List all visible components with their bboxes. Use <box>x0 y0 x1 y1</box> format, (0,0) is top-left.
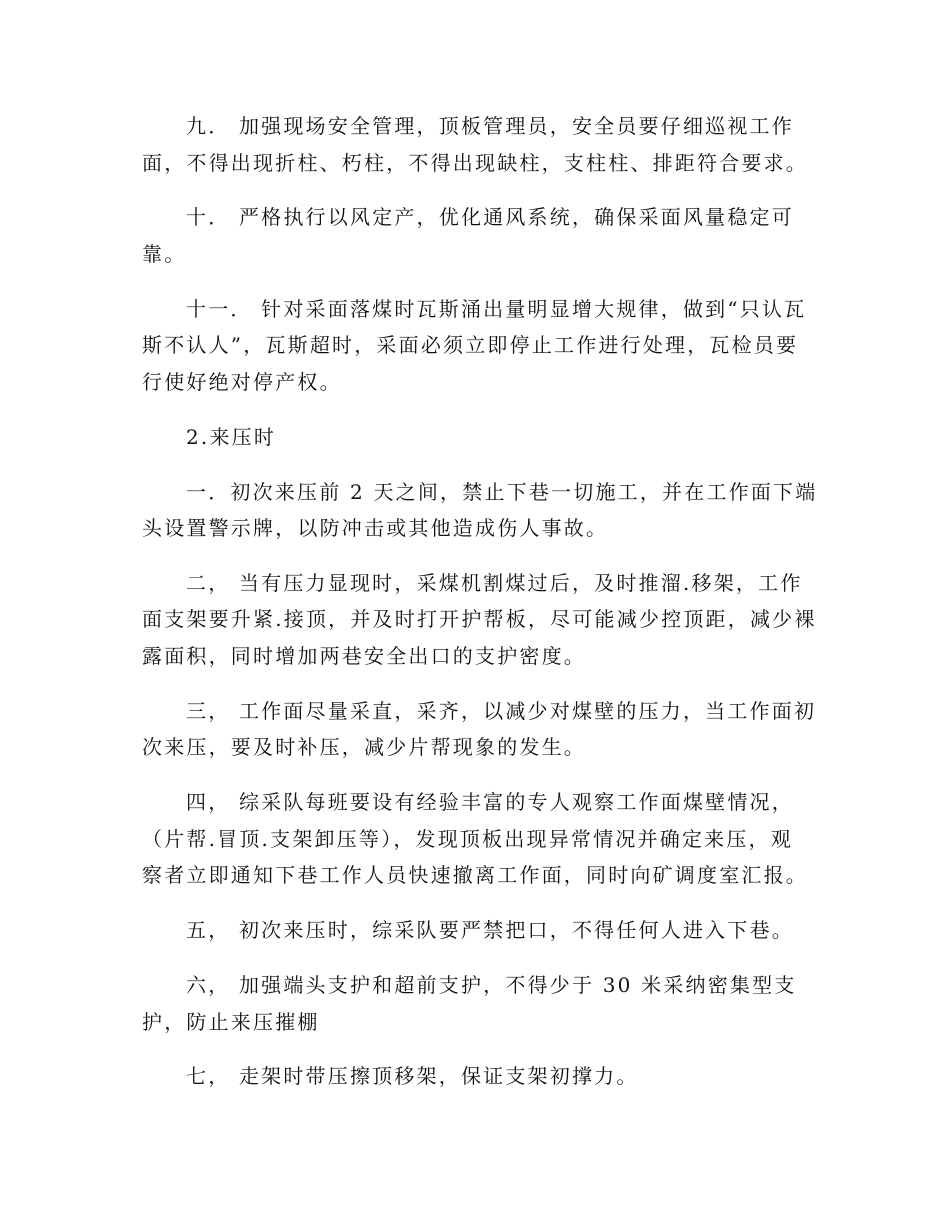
paragraph-line: 五， 初次来压时，综采队要严禁把口，不得任何人进入下巷。 <box>186 918 794 943</box>
paragraph-line: 次来压，要及时补压，减少片帮现象的发生。 <box>142 735 586 760</box>
paragraph-line: 三， 工作面尽量采直，采齐，以减少对煤壁的压力，当工作面初 <box>186 698 817 723</box>
paragraph-item-2 <box>142 565 817 675</box>
paragraph-line: 一．初次来压前 2 天之间，禁止下巷一切施工，并在工作面下端 <box>186 479 818 504</box>
paragraph-item-1 <box>142 474 818 547</box>
paragraph-line: 四， 综采队每班要设有经验丰富的专人观察工作面煤壁情况， <box>186 790 794 815</box>
paragraph-line: 护，防止来压摧棚 <box>142 1009 320 1034</box>
paragraph-line: 面，不得出现折柱、朽柱，不得出现缺柱，支柱柱、排距符合要求。 <box>142 150 808 175</box>
paragraph-line: 面支架要升紧.接顶，并及时打开护帮板，尽可能减少控顶距，减少裸 <box>142 607 817 632</box>
paragraph-line: 二， 当有压力显现时，采煤机割煤过后，及时推溜.移架，工作 <box>186 570 803 595</box>
section-heading <box>142 419 810 456</box>
paragraph-line: 行使好绝对停产权。 <box>142 369 342 394</box>
paragraph-item-7 <box>142 1058 810 1095</box>
paragraph-item-10 <box>142 199 810 272</box>
paragraph-line: 十． 严格执行以风定产，优化通风系统，确保采面风量稳定可 <box>186 205 794 230</box>
paragraph-item-3 <box>142 693 817 766</box>
paragraph-line: 七， 走架时带压擦顶移架，保证支架初撑力。 <box>186 1064 639 1089</box>
paragraph-line: 斯不认人”，瓦斯超时，采面必须立即停止工作进行处理，瓦检员要 <box>142 333 799 358</box>
document-body <box>142 108 818 1113</box>
paragraph-item-4 <box>142 784 810 894</box>
paragraph-line: 察者立即通知下巷工作人员快速撤离工作面，同时向矿调度室汇报。 <box>142 863 808 888</box>
paragraph-item-9 <box>142 108 810 181</box>
paragraph-line: 靠。 <box>142 241 187 266</box>
paragraph-line: 十一． 针对采面落煤时瓦斯涌出量明显增大规律，做到“只认瓦 <box>186 296 807 321</box>
paragraph-line: （片帮.冒顶.支架卸压等），发现顶板出现异常情况并确定来压，观 <box>142 826 793 851</box>
paragraph-item-5 <box>142 912 810 949</box>
paragraph-item-6 <box>142 967 810 1040</box>
paragraph-line: 露面积，同时增加两巷安全出口的支护密度。 <box>142 644 586 669</box>
paragraph-line: 九． 加强现场安全管理，顶板管理员，安全员要仔细巡视工作 <box>186 114 794 138</box>
paragraph-line: 六， 加强端头支护和超前支护，不得少于 30 米采纳密集型支 <box>186 972 797 997</box>
paragraph-line: 头设置警示牌，以防冲击或其他造成伤人事故。 <box>142 516 609 541</box>
paragraph-item-11 <box>142 291 810 401</box>
section-heading-text: 2.来压时 <box>186 424 277 449</box>
